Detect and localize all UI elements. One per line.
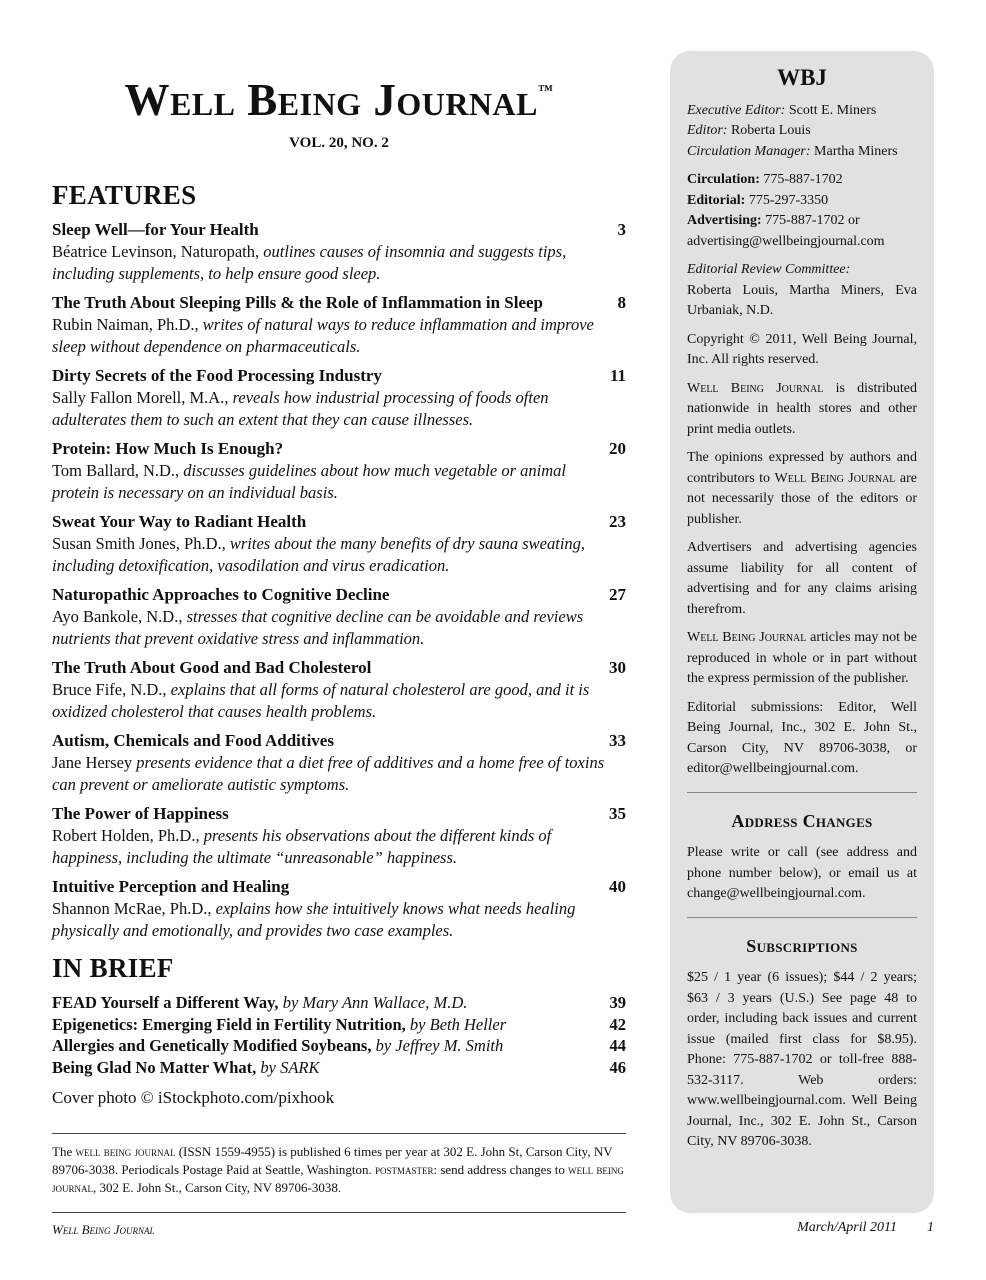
feature-item[interactable]: [52, 730, 626, 803]
feature-summary: writes of natural ways to reduce inflammation and improve sleep without dependence on pharmaceuticals.: [52, 315, 594, 356]
brief-page: 46: [609, 1057, 626, 1077]
sidebar-divider: [687, 917, 917, 918]
feature-description: [52, 533, 612, 576]
feature-page: 27: [609, 585, 626, 604]
feature-item[interactable]: [52, 876, 626, 949]
feature-summary: outlines causes of insomnia and suggests tips, including supplements, to help ensure good sleep.: [52, 242, 567, 283]
brief-title: Allergies and Genetically Modified Soybeans,: [52, 1036, 372, 1055]
feature-summary: presents evidence that a diet free of additives and a home free of toxins can prevent or ameliorate autistic symptoms.: [52, 753, 605, 794]
feature-description: [52, 387, 612, 430]
in-brief-list: [52, 992, 626, 1078]
feature-author: Bruce Fife, N.D.,: [52, 680, 167, 699]
copyright-notice: Copyright © 2011, Well Being Journal, Inc. All rights reserved.: [687, 331, 917, 367]
publication-note: The well being journal (ISSN 1559-4955) is published 6 times per year at 302 E. John St, Carson City, NV 89706-3038. Periodicals Postage Paid at Seattle, Washington. postmaster: send address changes to well being journal, 302 E. John St., Carson City, NV 89706-3038.: [52, 1144, 624, 1195]
contact-editorial: Editorial: 775-297-3350: [687, 192, 829, 208]
feature-item[interactable]: [52, 438, 626, 511]
feature-title: Protein: How Much Is Enough?: [52, 439, 284, 458]
feature-author: Susan Smith Jones, Ph.D.,: [52, 534, 226, 553]
sidebar-title: WBJ: [777, 65, 827, 90]
staff-list: [687, 101, 917, 163]
feature-summary: explains that all forms of natural cholesterol are good, and it is oxidized cholesterol that causes health problems.: [52, 680, 590, 721]
feature-description: [52, 241, 612, 284]
feature-summary: presents his observations about the different kinds of happiness, including the ultimate “unreasonable” happiness.: [52, 826, 552, 867]
review-committee: Editorial Review Committee: Roberta Louis, Martha Miners, Eva Urbaniak, N.D.: [687, 262, 917, 318]
feature-title: Naturopathic Approaches to Cognitive Decline: [52, 585, 390, 604]
feature-page: 35: [609, 804, 626, 823]
feature-page: 3: [617, 220, 626, 239]
trademark-symbol: ™: [538, 83, 554, 99]
opinions-disclaimer: The opinions expressed by authors and contributors to Well Being Journal are not necessarily those of the editors or publisher.: [687, 450, 918, 527]
feature-description: [52, 314, 612, 357]
brief-title: FEAD Yourself a Different Way,: [52, 993, 279, 1012]
brief-item[interactable]: [52, 1057, 626, 1079]
brief-byline: by Mary Ann Wallace, M.D.: [282, 993, 468, 1012]
feature-page: 20: [609, 439, 626, 458]
brief-title: Epigenetics: Emerging Field in Fertility Nutrition,: [52, 1014, 406, 1034]
features-heading: FEATURES: [52, 180, 197, 210]
brief-item[interactable]: [52, 1035, 626, 1057]
feature-page: 33: [609, 731, 626, 750]
staff-circulation-manager: Circulation Manager: Martha Miners: [687, 143, 898, 159]
feature-title: The Truth About Sleeping Pills & the Role of Inflammation in Sleep: [52, 293, 543, 312]
feature-description: [52, 752, 612, 795]
brief-byline: by Beth Heller: [409, 1014, 507, 1034]
feature-description: [52, 679, 612, 722]
feature-title: Autism, Chemicals and Food Additives: [52, 731, 334, 750]
feature-item[interactable]: [52, 219, 626, 292]
feature-item[interactable]: [52, 584, 626, 657]
brief-page: 42: [609, 1014, 626, 1034]
contact-list: [687, 170, 917, 252]
masthead-sidebar: [670, 51, 934, 1213]
feature-description: [52, 825, 612, 868]
feature-item[interactable]: [52, 511, 626, 584]
subscriptions-heading: Subscriptions: [746, 935, 858, 956]
feature-author: Sally Fallon Morell, M.A.,: [52, 388, 229, 407]
cover-credit: Cover photo © iStockphoto.com/pixhook: [52, 1088, 335, 1107]
footer-journal-name: Well Being Journal: [52, 1222, 155, 1237]
feature-page: 11: [609, 366, 626, 385]
feature-item[interactable]: [52, 292, 626, 365]
feature-title: Dirty Secrets of the Food Processing Industry: [52, 366, 382, 385]
staff-editor: Editor: Roberta Louis: [687, 123, 811, 138]
contact-advertising: Advertising: 775-887-1702 or advertising@wellbeingjournal.com: [687, 213, 885, 249]
sidebar-divider: [687, 792, 917, 793]
feature-item[interactable]: [52, 657, 626, 730]
feature-page: 40: [609, 877, 626, 896]
feature-description: [52, 606, 612, 649]
brief-item[interactable]: [52, 1014, 626, 1036]
brief-page: 44: [609, 1036, 626, 1055]
contact-circulation: Circulation: 775-887-1702: [687, 172, 843, 187]
brief-item[interactable]: [52, 992, 626, 1014]
features-list: [52, 219, 626, 949]
journal-title: Well Being Journal™: [124, 75, 554, 125]
feature-author: Shannon McRae, Ph.D.,: [52, 899, 212, 918]
feature-author: Rubin Naiman, Ph.D.,: [52, 315, 199, 334]
feature-summary: explains how she intuitively knows what needs healing physically and emotionally, and provides two case examples.: [52, 899, 576, 940]
feature-page: 30: [609, 658, 626, 677]
in-brief-heading: IN BRIEF: [52, 953, 174, 983]
footer-date: March/April 2011: [797, 1220, 897, 1235]
footer-issue: [797, 1220, 934, 1236]
feature-description: [52, 460, 612, 503]
address-changes-text: Please write or call (see address and phone number below), or email us at change@wellbeingjournal.com.: [687, 845, 917, 901]
feature-author: Béatrice Levinson, Naturopath,: [52, 242, 260, 261]
divider: [52, 1212, 626, 1213]
feature-summary: stresses that cognitive decline can be avoidable and reviews nutrients that prevent oxidative stress and inflammation.: [52, 607, 584, 648]
masthead: [52, 75, 626, 152]
brief-title: Being Glad No Matter What,: [52, 1057, 257, 1077]
editorial-submissions: Editorial submissions: Editor, Well Being Journal, Inc., 302 E. John St., Carson City, NV 89706-3038, or editor@wellbeingjournal.com.: [687, 699, 917, 776]
brief-page: 39: [609, 993, 626, 1012]
feature-author: Jane Hersey: [52, 753, 133, 772]
volume-number: VOL. 20, NO. 2: [289, 135, 389, 151]
feature-title: Sweat Your Way to Radiant Health: [52, 512, 307, 531]
feature-item[interactable]: [52, 365, 626, 438]
feature-author: Tom Ballard, N.D.,: [52, 461, 180, 480]
feature-page: 8: [617, 293, 626, 312]
page-number: 1: [927, 1220, 934, 1235]
feature-summary: reveals how industrial processing of foods often adulterates them to such an extent that they can cause illnesses.: [52, 388, 549, 429]
feature-author: Robert Holden, Ph.D.,: [52, 826, 200, 845]
divider: [52, 1133, 626, 1134]
feature-description: [52, 898, 612, 941]
feature-title: Sleep Well—for Your Health: [52, 220, 259, 239]
feature-title: The Truth About Good and Bad Cholesterol: [52, 658, 372, 677]
reproduction-notice: Well Being Journal articles may not be reproduced in whole or in part without the express permission of the publisher.: [687, 630, 917, 686]
staff-executive-editor: Executive Editor: Scott E. Miners: [687, 102, 877, 118]
address-changes-heading: Address Changes: [731, 810, 873, 831]
feature-author: Ayo Bankole, N.D.,: [52, 607, 183, 626]
feature-title: The Power of Happiness: [52, 804, 229, 823]
subscriptions-text: $25 / 1 year (6 issues); $44 / 2 years; $63 / 3 years (U.S.) See page 48 to order, including back issues and current issue (mailed first class for $8.95). Phone: 775-887-1702 or toll-free 888-532-3117. Web orders: www.wellbeingjournal.com. Well Being Journal, Inc., 302 E. John St., Carson City, NV 89706-3038.: [687, 970, 917, 1149]
feature-page: 23: [609, 512, 626, 531]
advertisers-disclaimer: Advertisers and advertising agencies assume liability for all content of advertising and for any claims arising therefrom.: [687, 540, 917, 617]
feature-item[interactable]: [52, 803, 626, 876]
brief-byline: by Jeffrey M. Smith: [375, 1036, 504, 1055]
feature-summary: writes about the many benefits of dry sauna sweating, including detoxification, vasodilation and virus eradication.: [52, 534, 586, 575]
distribution-notice: Well Being Journal is distributed nationwide in health stores and other print media outlets.: [687, 380, 918, 437]
brief-byline: by SARK: [260, 1057, 320, 1077]
feature-title: Intuitive Perception and Healing: [52, 877, 290, 896]
feature-summary: discusses guidelines about how much vegetable or animal protein is necessary on an individual basis.: [52, 461, 566, 502]
